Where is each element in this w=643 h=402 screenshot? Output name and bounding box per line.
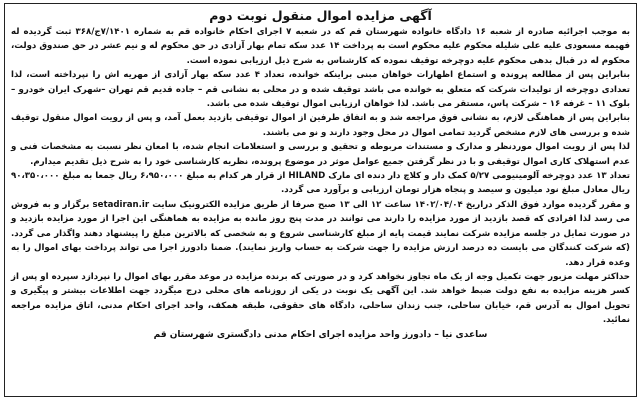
notice-paragraph-assessment: لذا پس از رویت اموال موردنظر و مدارک و مستندات مربوطه و تحقیق و بررسی و استعلامات انجام شده، با امعان نظر نسبت به مشخصات فنی و عدم استهلاک کاری اموال توقیفی و با در نظر گرفتن جمیع عوامل موثر در موضوع پرونده، نظریه کارشناسی خود را به شرح ذیل تقدیم میدارم. [11, 142, 630, 167]
notice-paragraph-intro: به موجب اجرائیه صادره از شعبه ۱۶ دادگاه خانواده شهرستان قم که در شعبه ۷ اجرای احکام خانواده قم به شماره ۷/۱۴۰۱ج/۳۶۸ ثبت گردیده له فهیمه مسعودی علیه علی شلیله محکوم علیه محکوم است به پرداخت ۱۴ عدد سکه تمام بهار آزادی در حق محکوم له و نیم عشر در حق صندوق دولت، محکوم له در قبال بدهی محکوم علیه دوچرخه توقیف نموده که کارشناس به شرح ذیل ارزیابی نموده است. [11, 27, 631, 66]
notice-paragraph-payment-terms: حداکثر مهلت مزبور جهت تکمیل وجه از یک ماه تجاوز نخواهد کرد و در صورتی که برنده مزایده در موعد مقرر بهای اموال را نپردازد سپرده او پس از کسر هزینه مزایده به نفع دولت ضبط خواهد شد. این آگهی یک نوبت در یکی از روزنامه های محلی درج میگردد جهت اطلاعات بیشتر و پیگیری و تحویل اموال به آدرس قم، خیابان ساحلی، جنب زندان ساحلی، دادگاه های حقوقی، طبقه همکف، واحد اجرای احکام مدنی، اتاق مزایده مراجعه نمائید. [11, 271, 630, 326]
auction-notice [4, 3, 637, 397]
notice-paragraph-inspection: بنابراین پس از هماهنگی لازم، به نشانی فوق مراجعه شد و به اتفاق طرفین از اموال توقیفی بازدید بعمل آمد، و پس از رویت اموال منقول توقیف شده و بررسی های لازم مشخص گردید تمامی اموال در محل وجود دارند و نو می باشند. [11, 113, 630, 138]
notice-paragraph-auction-terms: و مقرر گردیده موارد فوق الذکر دراریخ ۱۴۰۲/۰۴/۰۴ ساعت ۱۲ الی ۱۳ صبح صرفا از طریق مزایده الکترونیک سایت setadiran.ir برگزار و به فروش می رسد لذا افرادی که قصد بازدید از مورد مزایده را دارند می توانند در مدت پنج روز مانده به مزایده به هماهنگی این اجرا از مورد مزایده بازدید و در صورت تمایل در جلسه مزایده شرکت نمایند قیمت پایه از مبلغ کارشناسی شروع و به شخصی که بالاترین مبلغ را پیشنهاد دهند واگذار می گردد. (که شرکت کنندگان می بایست ده درصد ارزش مزایده را جهت شرکت به حساب واریز نمایند). ضمنا دادورز اجرا می تواند پرداخت بهای اموال را به وعده قرار دهد. [11, 199, 631, 268]
notice-signature: ساعدی نیا – دادورز واحد مزایده اجرای احکام مدنی دادگستری شهرستان قم [153, 329, 488, 340]
notice-title: آگهی مزایده اموال منقول نوبت دوم [209, 8, 432, 23]
notice-paragraph-claim: بنابراین پس از مطالعه پرونده و استماع اظهارات خواهان مبنی براینکه خوانده، تعداد ۴ عدد سکه بهار آزادی از مهریه اش را نپرداخته است، لذا تعدادی دوچرخه از تولیدات شرکت که متعلق به خوانده می باشد توقیف شده و در محلی به نشانی قم – جاده قدیم قم تهران –شهرک ایران خودرو – بلوک ۱۱ – غرفه ۱۶ – شرکت پاس، مستقر می باشد. لذا خواهان ارزیابی اموال توقیف شده می باشد. [11, 70, 630, 110]
notice-paragraph-valuation: تعداد ۱۳ عدد دوچرخه آلومینیومی ۵/۲۷ کمک دار و کلاچ دار دنده ای مارک HILAND از قرار هر کدام به مبلغ ۶،۹۵۰،۰۰۰ ریال جمعا به مبلغ ۹۰،۳۵۰،۰۰۰ ریال معادل مبلغ نود میلیون و سیصد و پنجاه هزار تومان ارزیابی و برآورد می گردد. [11, 171, 631, 196]
